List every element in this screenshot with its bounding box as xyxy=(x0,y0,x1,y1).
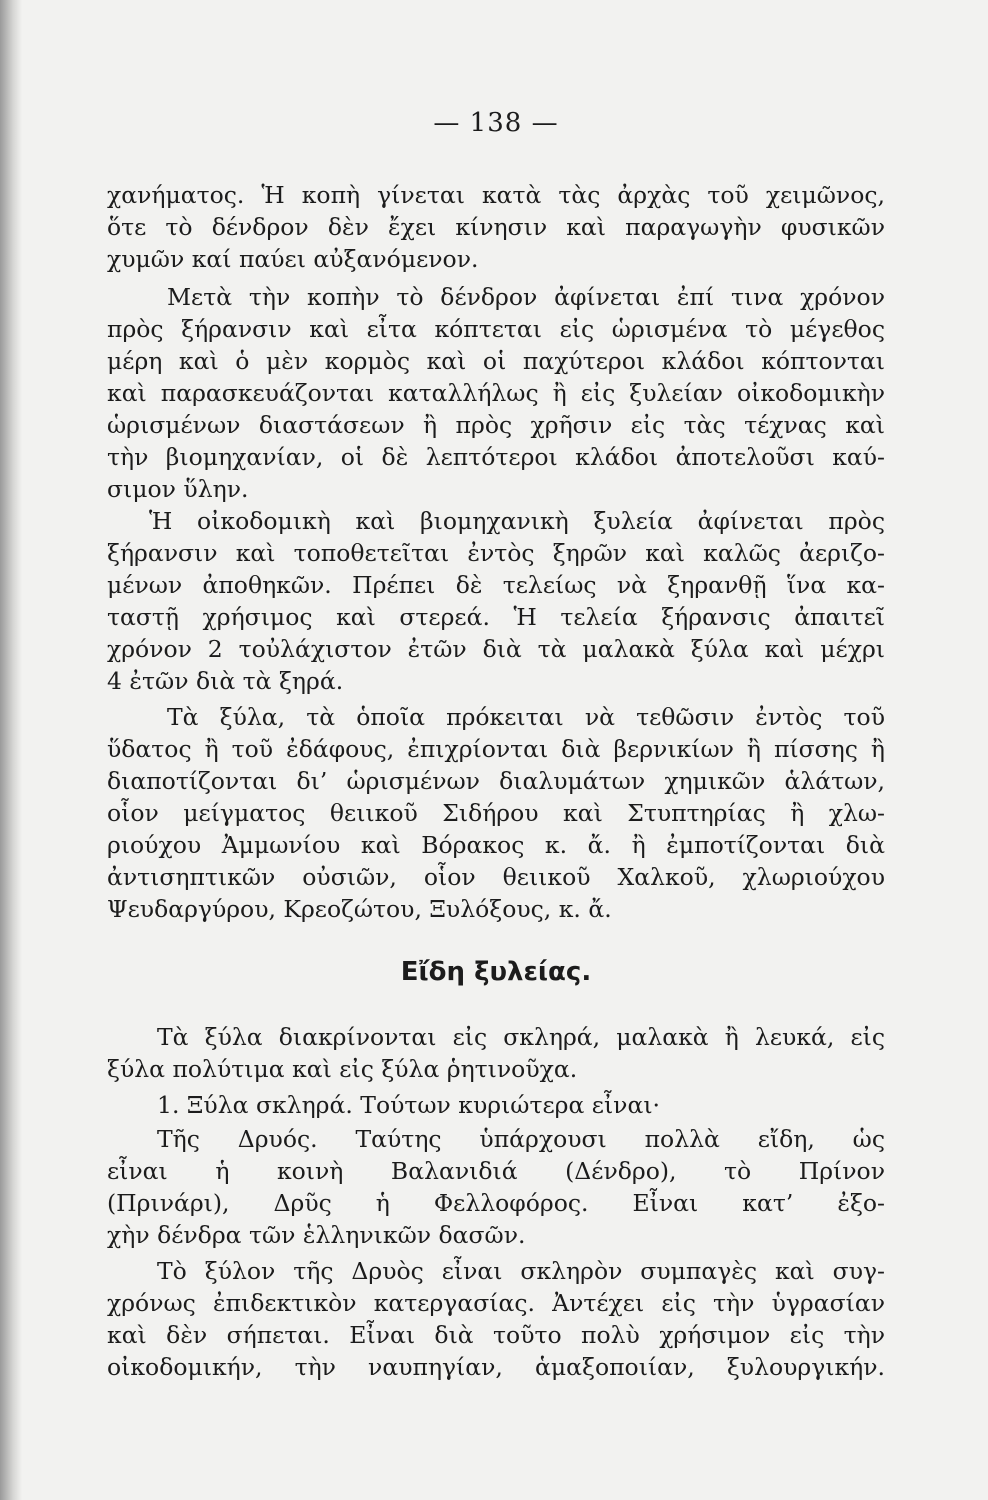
text-line: χανήματος. Ἡ κοπὴ γίνεται κατὰ τὰς ἀρχὰς τοῦ χειμῶνος, xyxy=(107,181,885,209)
text-line: χὴν δένδρα τῶν ἑλληνικῶν δασῶν. xyxy=(107,1221,526,1249)
text-line: χρόνον 2 τοὐλάχιστον ἐτῶν διὰ τὰ μαλακὰ ξύλα καὶ μέχρι xyxy=(107,635,885,663)
text-line: καὶ δὲν σήπεται. Εἶναι διὰ τοῦτο πολὺ χρήσιμον εἰς τὴν xyxy=(107,1321,885,1349)
text-line: ἀντισηπτικῶν οὐσιῶν, οἷον θειικοῦ Χαλκοῦ, χλωριούχου xyxy=(107,863,885,891)
text-line: Τὸ ξύλον τῆς Δρυὸς εἶναι σκληρὸν συμπαγὲς καὶ συγ- xyxy=(157,1257,885,1285)
text-line: (Πρινάρι), Δρῦς ἡ Φελλοφόρος. Εἶναι κατ’ ἐξο- xyxy=(107,1189,885,1217)
text-line: πρὸς ξήρανσιν καὶ εἶτα κόπτεται εἰς ὡρισμένα τὸ μέγεθος xyxy=(107,315,885,343)
text-line: ὡρισμένων διαστάσεων ἢ πρὸς χρῆσιν εἰς τὰς τέχνας καὶ xyxy=(107,411,885,439)
text-line: Τῆς Δρυός. Ταύτης ὑπάρχουσι πολλὰ εἴδη, ὡς xyxy=(157,1125,885,1153)
page-number: — 138 — xyxy=(433,108,559,138)
text-line: Μετὰ τὴν κοπὴν τὸ δένδρον ἀφίνεται ἐπί τινα χρόνον xyxy=(167,283,885,311)
text-line: Ψευδαργύρου, Κρεοζώτου, Ξυλόξους, κ. ἄ. xyxy=(107,895,612,923)
text-line: χυμῶν καί παύει αὐξανόμενον. xyxy=(107,245,479,273)
text-line: εἶναι ἡ κοινὴ Βαλανιδιά (Δένδρο), τὸ Πρίνον xyxy=(107,1157,885,1185)
text-line: Τὰ ξύλα, τὰ ὁποῖα πρόκειται νὰ τεθῶσιν ἐντὸς τοῦ xyxy=(167,703,885,731)
text-line: διαποτίζονται δι’ ὡρισμένων διαλυμάτων χημικῶν ἁλάτων, xyxy=(107,767,885,795)
text-line: ὅτε τὸ δένδρον δὲν ἔχει κίνησιν καὶ παραγωγὴν φυσικῶν xyxy=(107,213,885,241)
text-line: Τὰ ξύλα διακρίνονται εἰς σκληρά, μαλακὰ ἢ λευκά, εἰς xyxy=(157,1023,885,1051)
text-line: σιμον ὕλην. xyxy=(107,475,249,503)
text-line: οἷον μείγματος θειικοῦ Σιδήρου καὶ Στυπτηρίας ἢ χλω- xyxy=(107,799,885,827)
section-heading: Εἴδη ξυλείας. xyxy=(400,957,592,987)
text-line: οἰκοδομικήν, τὴν ναυπηγίαν, ἁμαξοποιίαν, ξυλουργικήν. xyxy=(107,1353,885,1381)
text-line: Ἡ οἰκοδομικὴ καὶ βιομηχανικὴ ξυλεία ἀφίνεται πρὸς xyxy=(149,507,885,535)
text-line: τὴν βιομηχανίαν, οἱ δὲ λεπτότεροι κλάδοι ἀποτελοῦσι καύ- xyxy=(107,443,885,471)
page-spine-shadow xyxy=(0,0,22,1500)
text-line: μένων ἀποθηκῶν. Πρέπει δὲ τελείως νὰ ξηρανθῇ ἵνα κα- xyxy=(107,571,885,599)
text-line: 1. Ξύλα σκληρά. Τούτων κυριώτερα εἶναι· xyxy=(157,1091,661,1119)
text-line: 4 ἐτῶν διὰ τὰ ξηρά. xyxy=(107,667,344,695)
text-line: ξύλα πολύτιμα καὶ εἰς ξύλα ῥητινοῦχα. xyxy=(107,1055,578,1083)
text-line: ταστῇ χρήσιμος καὶ στερεά. Ἡ τελεία ξήρανσις ἀπαιτεῖ xyxy=(107,603,885,631)
text-line: ξήρανσιν καὶ τοποθετεῖται ἐντὸς ξηρῶν καὶ καλῶς ἀεριζο- xyxy=(107,539,885,567)
text-line: χρόνως ἐπιδεκτικὸν κατεργασίας. Ἀντέχει εἰς τὴν ὑγρασίαν xyxy=(107,1289,885,1317)
text-line: μέρη καὶ ὁ μὲν κορμὸς καὶ οἱ παχύτεροι κλάδοι κόπτονται xyxy=(107,347,885,375)
text-line: ὕδατος ἢ τοῦ ἐδάφους, ἐπιχρίονται διὰ βερνικίων ἢ πίσσης ἢ xyxy=(107,735,885,763)
text-line: καὶ παρασκευάζονται καταλλήλως ἢ εἰς ξυλείαν οἰκοδομικὴν xyxy=(107,379,885,407)
text-line: ριούχου Ἀμμωνίου καὶ Βόρακος κ. ἄ. ἢ ἐμποτίζονται διὰ xyxy=(107,831,885,859)
